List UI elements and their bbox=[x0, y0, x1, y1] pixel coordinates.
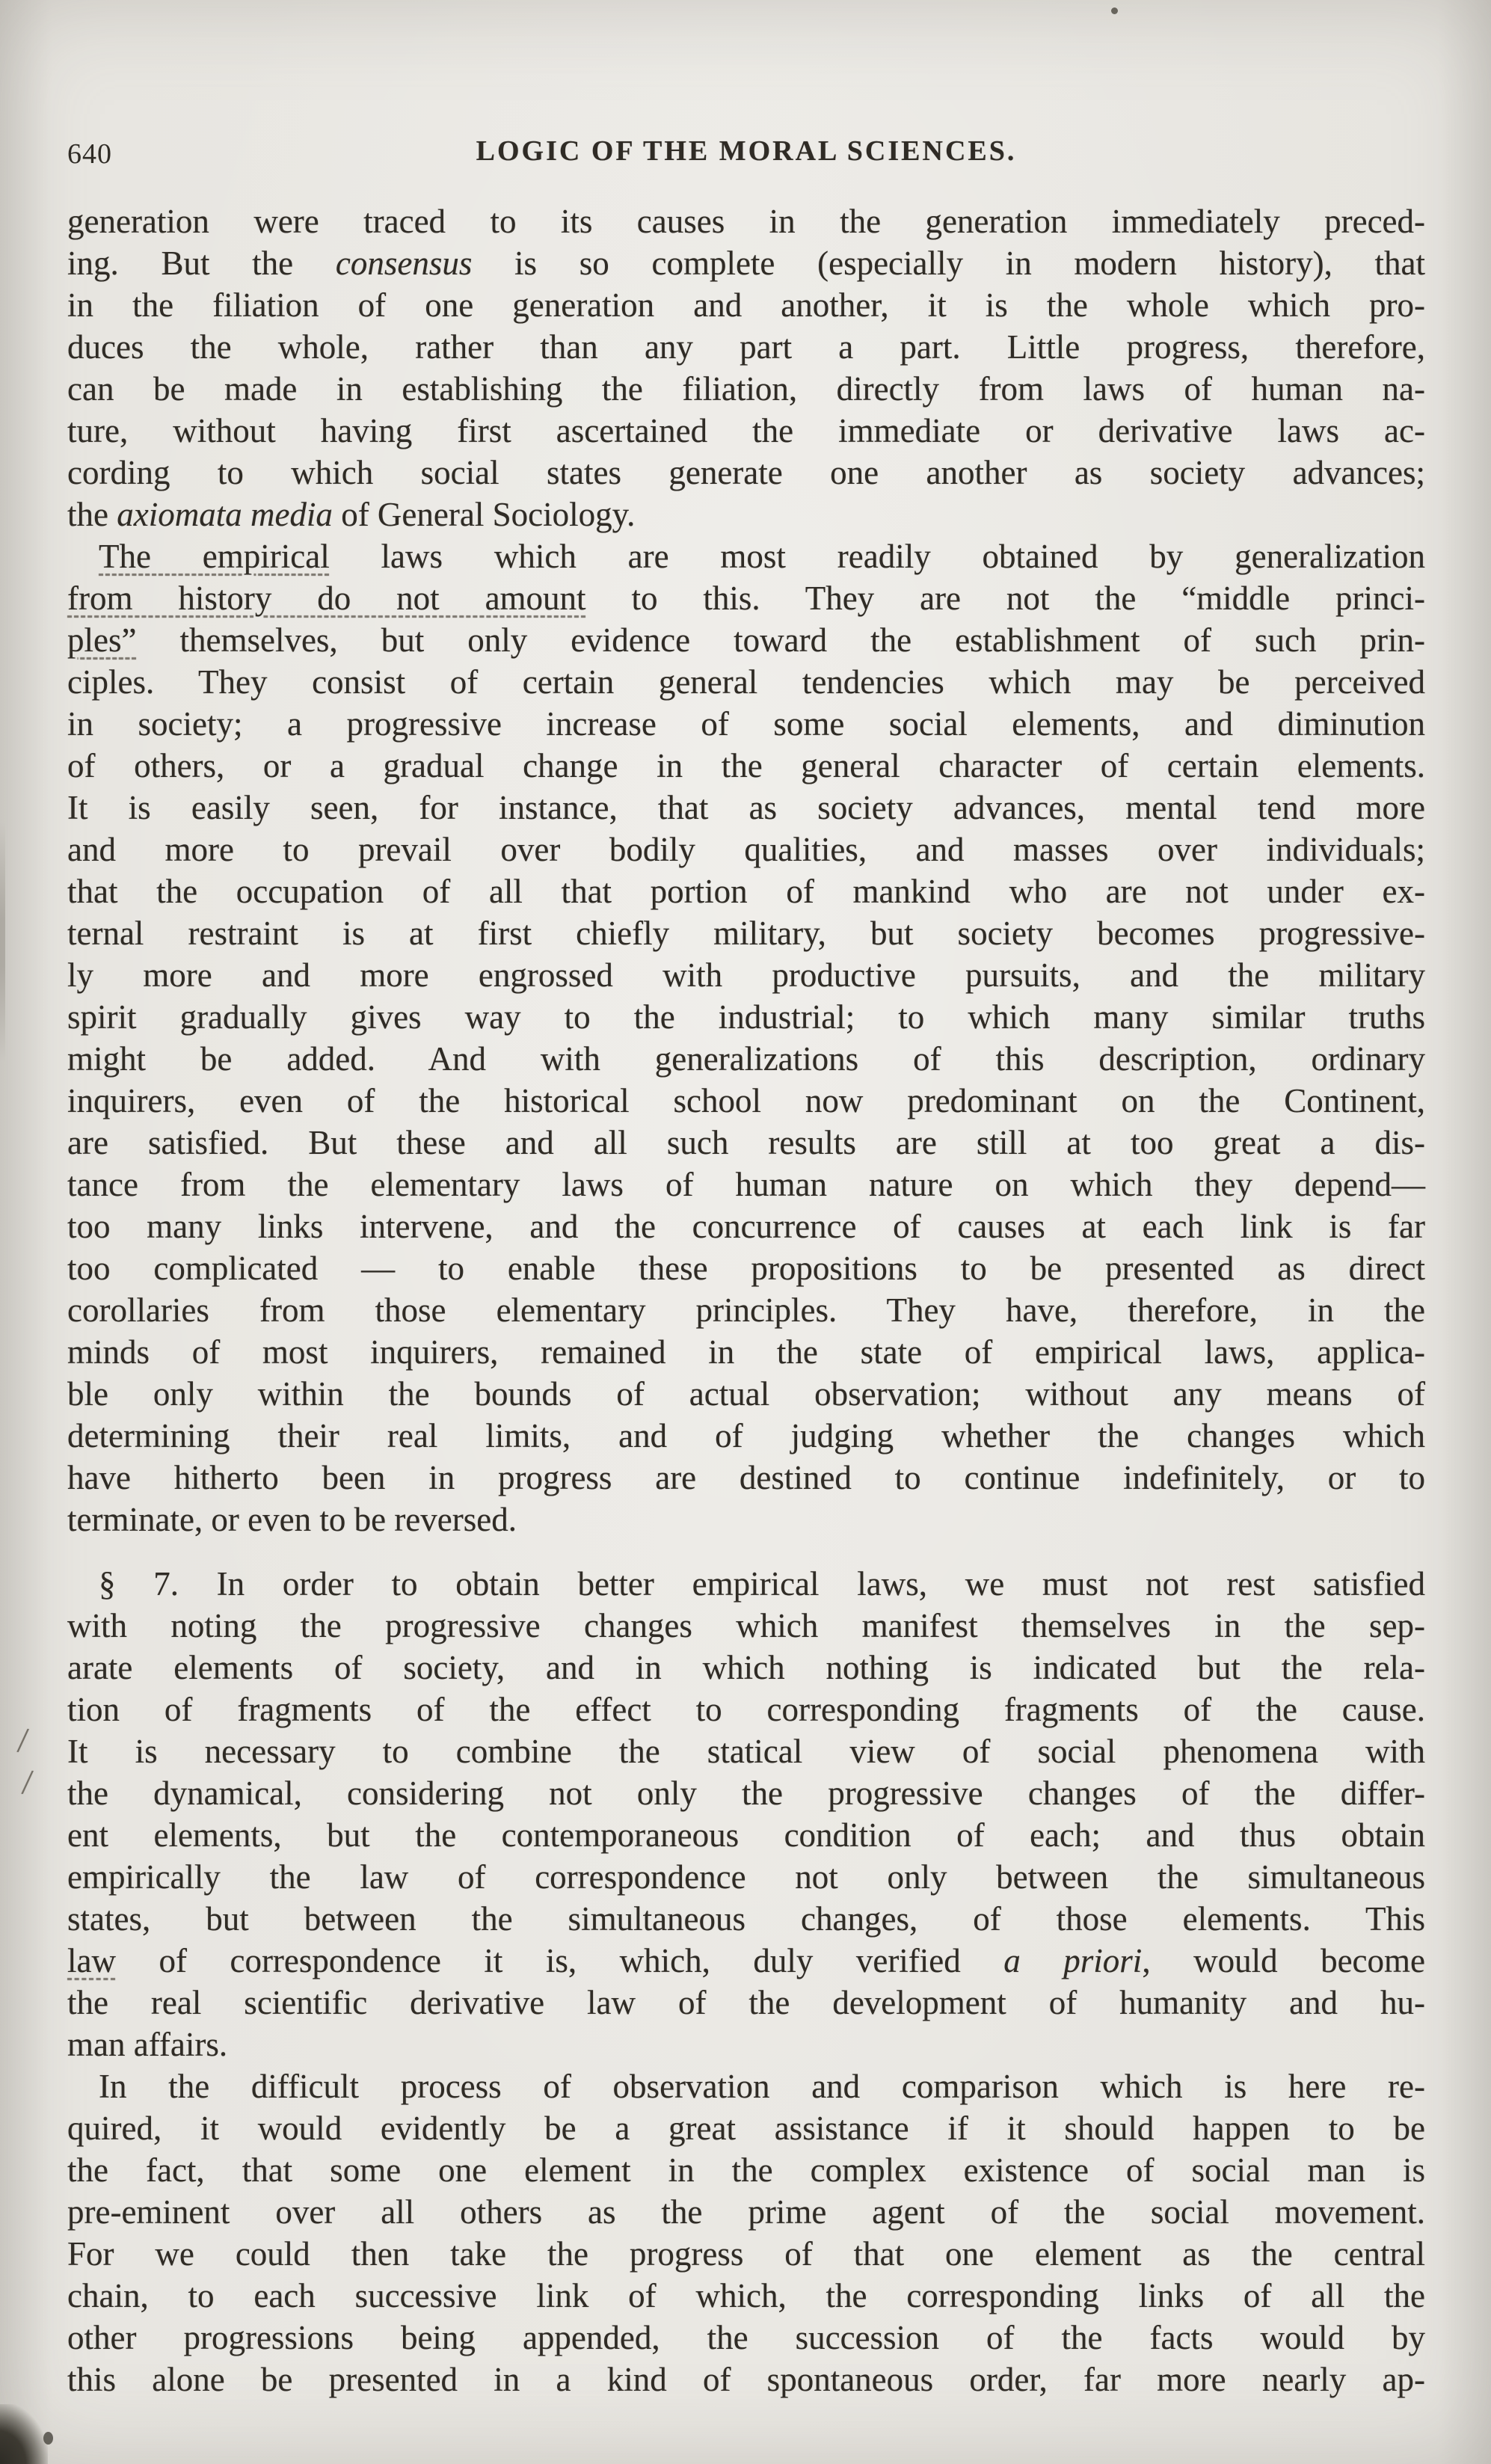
text-line bbox=[67, 1205, 1425, 1247]
text-run: , would become bbox=[1142, 1942, 1426, 1979]
text-run: with noting the progressive changes which manifest themselves in the sep- bbox=[67, 1607, 1425, 1644]
running-header-title: LOGIC OF THE MORAL SCIENCES. bbox=[476, 135, 1017, 167]
text-line bbox=[67, 2107, 1425, 2149]
text-line bbox=[67, 2359, 1425, 2400]
text-run: ent elements, but the contemporaneous condition of each; and thus obtain bbox=[67, 1816, 1425, 1854]
text-run: duces the whole, rather than any part a part. Little progress, therefore, bbox=[67, 328, 1425, 366]
text-run: In the difficult process of observation and comparison which is here re- bbox=[99, 2068, 1425, 2105]
text-line bbox=[67, 2191, 1425, 2233]
text-line bbox=[67, 1814, 1425, 1856]
text-run: this alone be presented in a kind of spontaneous order, far more nearly ap- bbox=[67, 2361, 1425, 2398]
text-line bbox=[67, 410, 1425, 452]
text-line bbox=[67, 954, 1425, 996]
italic-text: a priori bbox=[1003, 1942, 1143, 1979]
text-line bbox=[67, 870, 1425, 912]
text-line bbox=[67, 1247, 1425, 1289]
text-line bbox=[67, 1940, 1425, 1982]
text-run: It is easily seen, for instance, that as society advances, mental tend more bbox=[67, 789, 1425, 826]
text-run: the bbox=[67, 496, 117, 533]
text-run: terminate, or even to be reversed. bbox=[67, 1501, 517, 1538]
text-run: the real scientific derivative law of the development of humanity and hu- bbox=[67, 1984, 1425, 2021]
text-run: pre-eminent over all others as the prime agent of the social movement. bbox=[67, 2193, 1425, 2231]
text-line bbox=[67, 535, 1425, 577]
text-run: are satisfied. But these and all such results are still at too great a dis- bbox=[67, 1124, 1425, 1161]
text-run: ciples. They consist of certain general tendencies which may be perceived bbox=[67, 663, 1425, 701]
text-run: of correspondence it is, which, duly verified bbox=[115, 1942, 1004, 1979]
pencil-underlined-text: from history do not amount bbox=[67, 580, 586, 617]
pencil-underlined-text: The empirical bbox=[99, 538, 330, 575]
text-line bbox=[67, 1856, 1425, 1898]
text-line bbox=[67, 787, 1425, 829]
text-run: ly more and more engrossed with productive pursuits, and the military bbox=[67, 956, 1425, 994]
text-line bbox=[67, 2233, 1425, 2275]
text-line bbox=[67, 1898, 1425, 1940]
text-run: other progressions being appended, the succession of the facts would by bbox=[67, 2319, 1425, 2356]
text-line bbox=[67, 1289, 1425, 1331]
text-line bbox=[67, 2149, 1425, 2191]
text-line bbox=[67, 200, 1425, 242]
paragraph-continuation bbox=[67, 200, 1425, 535]
text-line bbox=[67, 2317, 1425, 2359]
paragraph-empirical-laws bbox=[67, 535, 1425, 1540]
text-run: can be made in establishing the filiation, directly from laws of human na- bbox=[67, 370, 1425, 408]
pencil-margin-mark: / bbox=[20, 1762, 35, 1803]
text-run: For we could then take the progress of that one element as the central bbox=[67, 2235, 1425, 2273]
text-line bbox=[67, 2065, 1425, 2107]
paragraph-difficult-process bbox=[67, 2065, 1425, 2400]
text-run: the dynamical, considering not only the progressive changes of the differ- bbox=[67, 1775, 1425, 1812]
text-run: determining their real limits, and of judging whether the changes which bbox=[67, 1417, 1425, 1454]
running-header-row bbox=[67, 135, 1425, 176]
text-line bbox=[67, 703, 1425, 745]
text-line bbox=[67, 452, 1425, 494]
text-run: too many links intervene, and the concurrence of causes at each link is far bbox=[67, 1208, 1425, 1245]
text-line bbox=[67, 1499, 1425, 1540]
text-run: states, but between the simultaneous changes, of those elements. This bbox=[67, 1900, 1425, 1938]
text-run: ing. But the bbox=[67, 245, 336, 282]
text-line bbox=[67, 1331, 1425, 1373]
text-line bbox=[67, 1080, 1425, 1122]
text-run: might be added. And with generalizations of this description, ordinary bbox=[67, 1040, 1425, 1078]
text-line bbox=[67, 1563, 1425, 1605]
text-line bbox=[67, 1457, 1425, 1499]
text-line bbox=[67, 1772, 1425, 1814]
text-run: is so complete (especially in modern history), that bbox=[472, 245, 1425, 282]
scan-dot-artifact bbox=[1111, 7, 1118, 14]
text-line bbox=[67, 912, 1425, 954]
italic-text: consensus bbox=[335, 245, 473, 282]
text-run: cording to which social states generate one another as society advances; bbox=[67, 454, 1425, 491]
text-run: quired, it would evidently be a great assistance if it should happen to be bbox=[67, 2110, 1425, 2147]
text-run: chain, to each successive link of which, the corresponding links of all the bbox=[67, 2277, 1425, 2314]
text-run: empirically the law of correspondence not only between the simultaneous bbox=[67, 1858, 1425, 1896]
text-run: and more to prevail over bodily qualities, and masses over individuals; bbox=[67, 831, 1425, 868]
text-run: corollaries from those elementary principles. They have, therefore, in the bbox=[67, 1291, 1425, 1329]
scan-edge-streak-artifact bbox=[0, 823, 5, 1062]
text-line bbox=[67, 242, 1425, 284]
text-line bbox=[67, 1415, 1425, 1457]
text-run: ternal restraint is at first chiefly military, but society becomes progressive- bbox=[67, 915, 1425, 952]
text-run: have hitherto been in progress are destined to continue indefinitely, or to bbox=[67, 1459, 1425, 1496]
text-line bbox=[67, 1164, 1425, 1205]
text-line bbox=[67, 829, 1425, 870]
text-run: It is necessary to combine the statical view of social phenomena with bbox=[67, 1733, 1425, 1770]
text-run: arate elements of society, and in which nothing is indicated but the rela- bbox=[67, 1649, 1425, 1686]
text-block bbox=[67, 200, 1425, 2400]
text-run: spirit gradually gives way to the industrial; to which many similar truths bbox=[67, 998, 1425, 1036]
text-run: themselves, but only evidence toward the establishment of such prin- bbox=[136, 621, 1425, 659]
text-run: of General Sociology. bbox=[332, 496, 636, 533]
text-line bbox=[67, 1605, 1425, 1647]
text-line bbox=[67, 1647, 1425, 1689]
corner-ink-smudge-artifact bbox=[0, 2404, 48, 2464]
pencil-underlined-text: ples” bbox=[67, 621, 137, 659]
text-line bbox=[67, 1122, 1425, 1164]
text-run: the fact, that some one element in the complex existence of social man is bbox=[67, 2151, 1425, 2189]
text-line bbox=[67, 577, 1425, 619]
text-line bbox=[67, 2024, 1425, 2065]
text-line bbox=[67, 326, 1425, 368]
text-line bbox=[67, 1373, 1425, 1415]
pencil-underlined-text: law bbox=[67, 1942, 116, 1979]
text-line bbox=[67, 2275, 1425, 2317]
text-run: in the filiation of one generation and another, it is the whole which pro- bbox=[67, 286, 1425, 324]
text-line bbox=[67, 1689, 1425, 1730]
text-run: laws which are most readily obtained by generalization bbox=[329, 538, 1425, 575]
text-line bbox=[67, 661, 1425, 703]
text-run: ble only within the bounds of actual observation; without any means of bbox=[67, 1375, 1425, 1413]
italic-text: axiomata media bbox=[117, 496, 333, 533]
text-line bbox=[67, 1982, 1425, 2024]
text-run: generation were traced to its causes in the generation immediately preced- bbox=[67, 203, 1425, 240]
text-line bbox=[67, 996, 1425, 1038]
text-line bbox=[67, 494, 1425, 535]
text-line bbox=[67, 368, 1425, 410]
text-run: that the occupation of all that portion of mankind who are not under ex- bbox=[67, 873, 1425, 910]
pencil-margin-mark: / bbox=[16, 1720, 31, 1761]
text-line bbox=[67, 745, 1425, 787]
text-run: to this. They are not the “middle princi- bbox=[585, 580, 1425, 617]
text-run: minds of most inquirers, remained in the state of empirical laws, applica- bbox=[67, 1333, 1425, 1371]
text-run: ture, without having first ascertained the immediate or derivative laws ac- bbox=[67, 412, 1425, 449]
text-run: tance from the elementary laws of human nature on which they depend— bbox=[67, 1166, 1425, 1203]
paragraph-section-7 bbox=[67, 1563, 1425, 2065]
text-line bbox=[67, 1730, 1425, 1772]
text-run: inquirers, even of the historical school now predominant on the Continent, bbox=[67, 1082, 1425, 1119]
text-run: too complicated — to enable these propositions to be presented as direct bbox=[67, 1250, 1425, 1287]
text-run: tion of fragments of the effect to corresponding fragments of the cause. bbox=[67, 1691, 1425, 1728]
text-line bbox=[67, 619, 1425, 661]
text-line bbox=[67, 284, 1425, 326]
page-number: 640 bbox=[67, 138, 112, 170]
text-line bbox=[67, 1038, 1425, 1080]
text-run: in society; a progressive increase of some social elements, and diminution bbox=[67, 705, 1425, 743]
text-run: man affairs. bbox=[67, 2026, 228, 2063]
text-run: § 7. In order to obtain better empirical laws, we must not rest satisfied bbox=[99, 1565, 1425, 1603]
text-run: of others, or a gradual change in the general character of certain elements. bbox=[67, 747, 1425, 784]
